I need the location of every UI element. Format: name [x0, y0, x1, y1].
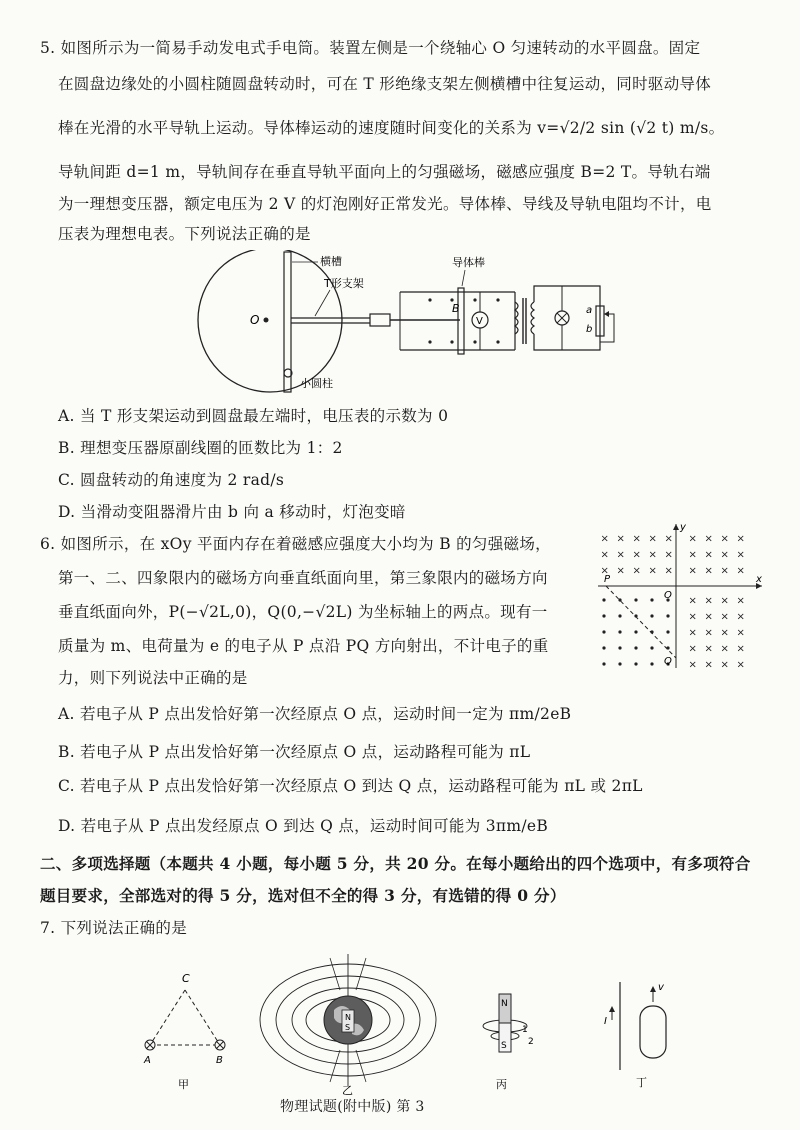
- svg-text:A: A: [144, 1055, 151, 1066]
- disc: [198, 250, 342, 392]
- field-into-page-mark: ×: [704, 533, 713, 545]
- q7-fig-jia: [143, 972, 225, 1091]
- svg-text:S: S: [345, 1023, 351, 1032]
- field-out-of-page-mark: [634, 662, 637, 665]
- q7-figures: [130, 950, 730, 1100]
- q7-fig-bing: [483, 994, 534, 1091]
- field-into-page-mark: ×: [688, 611, 697, 623]
- svg-text:y: y: [680, 522, 686, 533]
- field-into-page-mark: ×: [688, 533, 697, 545]
- field-into-page-mark: ×: [704, 659, 713, 670]
- field-into-page-mark: ×: [616, 565, 625, 577]
- q7-stem: 7. 下列说法正确的是: [40, 919, 188, 937]
- field-into-page-mark: ×: [720, 659, 729, 670]
- field-out-of-page-mark: [618, 662, 621, 665]
- field-out-of-page-mark: [634, 646, 637, 649]
- q5-option-b[interactable]: B. 理想变压器原副线圈的匝数比为 1：2: [58, 439, 343, 457]
- conductor-rod: [458, 288, 464, 354]
- q5-option-a[interactable]: A. 当 T 形支架运动到圆盘最左端时，电压表的示数为 0: [58, 407, 449, 425]
- field-into-page-mark: ×: [632, 533, 641, 545]
- field-into-page-mark: ×: [704, 565, 713, 577]
- page-footer: 物理试题(附中版) 第 3: [280, 1099, 425, 1115]
- q6-line-2: 第一、二、四象限内的磁场方向垂直纸面向里，第三象限内的磁场方向: [58, 569, 548, 587]
- field-into-page-mark: ×: [736, 533, 745, 545]
- field-into-page-mark: ×: [600, 565, 609, 577]
- field-into-page-mark: ×: [720, 627, 729, 639]
- svg-text:1: 1: [522, 1025, 528, 1035]
- q5-line-2: 在圆盘边缘处的小圆柱随圆盘转动时，可在 T 形绝缘支架左侧横槽中往复运动，同时驱动导体: [58, 75, 712, 93]
- svg-text:v: v: [658, 982, 664, 993]
- field-out-of-page-mark: [618, 646, 621, 649]
- field-out-of-page-mark: [634, 598, 637, 601]
- q5-line-4: 导轨间距 d=1 m，导轨间存在垂直导轨平面向上的匀强磁场，磁感应强度 B=2 T。导轨右端: [58, 163, 711, 181]
- field-into-page-mark: ×: [600, 533, 609, 545]
- disc-center-dot: [264, 318, 269, 323]
- field-out-of-page-mark: [666, 630, 669, 633]
- field-out-of-page-mark: [602, 614, 605, 617]
- center-label: O: [250, 313, 260, 327]
- svg-text:甲: 甲: [178, 1078, 189, 1091]
- field-out-of-page-mark: [618, 630, 621, 633]
- svg-text:P: P: [604, 574, 611, 585]
- conducting-loop: [640, 1006, 666, 1058]
- section-2-line-1: 二、多项选择题（本题共 4 小题，每小题 5 分，共 20 分。在每小题给出的四个选项中，有多项符合: [40, 854, 751, 873]
- field-into-page-mark: ×: [664, 565, 673, 577]
- field-into-page-mark: ×: [720, 611, 729, 623]
- field-into-page-mark: ×: [648, 549, 657, 561]
- svg-text:B: B: [452, 302, 460, 315]
- q5-line-5: 为一理想变压器，额定电压为 2 V 的灯泡刚好正常发光。导体棒、导线及导轨电阻均不计，电: [58, 195, 712, 213]
- q6-option-c[interactable]: C. 若电子从 P 点出发恰好第一次经原点 O 到达 Q 点，运动路程可能为 πL 或 2πL: [58, 777, 643, 795]
- svg-text:I: I: [604, 1016, 607, 1027]
- field-out-of-page-mark: [602, 598, 605, 601]
- field-out-of-page-mark: [634, 630, 637, 633]
- q6-field-figure: [596, 520, 768, 670]
- field-into-page-mark: ×: [688, 643, 697, 655]
- q5-line-6: 压表为理想电表。下列说法正确的是: [58, 225, 311, 243]
- q5-line-1: 5. 如图所示为一简易手动发电式手电筒。装置左侧是一个绕轴心 O 匀速转动的水平圆盘。固定: [40, 39, 701, 57]
- svg-text:B: B: [216, 1055, 223, 1066]
- rod-label: 导体棒: [452, 256, 485, 269]
- field-into-page-mark: ×: [648, 565, 657, 577]
- svg-text:O: O: [664, 590, 672, 601]
- field-into-page-mark: ×: [704, 549, 713, 561]
- svg-text:x: x: [756, 574, 762, 585]
- svg-text:C: C: [182, 972, 190, 985]
- field-into-page-mark: ×: [704, 611, 713, 623]
- svg-text:a: a: [586, 305, 593, 316]
- field-into-page-mark: ×: [720, 549, 729, 561]
- field-out-of-page-mark: [650, 598, 653, 601]
- field-into-page-mark: ×: [736, 659, 745, 670]
- q7-fig-ding: [604, 982, 666, 1089]
- q6-option-a[interactable]: A. 若电子从 P 点出发恰好第一次经原点 O 点，运动时间一定为 πm/2eB: [58, 705, 572, 723]
- svg-text:N: N: [345, 1013, 351, 1022]
- field-out-of-page-mark: [650, 614, 653, 617]
- field-into-page-mark: ×: [600, 549, 609, 561]
- field-into-page-mark: ×: [632, 565, 641, 577]
- svg-text:S: S: [501, 1041, 507, 1051]
- field-out-of-page-mark: [666, 614, 669, 617]
- q5-generator-figure: [190, 250, 630, 400]
- field-into-page-mark: ×: [616, 549, 625, 561]
- q5-option-c[interactable]: C. 圆盘转动的角速度为 2 rad/s: [58, 471, 285, 489]
- field-into-page-mark: ×: [736, 549, 745, 561]
- field-into-page-mark: ×: [688, 595, 697, 607]
- field-into-page-mark: ×: [664, 533, 673, 545]
- field-into-page-mark: ×: [632, 549, 641, 561]
- field-into-page-mark: ×: [688, 549, 697, 561]
- field-into-page-mark: ×: [736, 595, 745, 607]
- q6-line-4: 质量为 m、电荷量为 e 的电子从 P 点沿 PQ 方向射出，不计电子的重: [58, 637, 549, 655]
- field-into-page-mark: ×: [720, 533, 729, 545]
- q6-option-d[interactable]: D. 若电子从 P 点出发经原点 O 到达 Q 点，运动时间可能为 3πm/eB: [58, 817, 549, 835]
- field-into-page-mark: ×: [736, 565, 745, 577]
- field-into-page-mark: ×: [704, 643, 713, 655]
- slot-label: 横槽: [320, 255, 342, 268]
- field-out-of-page-mark: [602, 646, 605, 649]
- field-into-page-mark: ×: [720, 643, 729, 655]
- field-into-page-mark: ×: [688, 659, 697, 670]
- field-out-of-page-mark: [650, 662, 653, 665]
- q7-fig-yi: [260, 954, 436, 1097]
- field-into-page-mark: ×: [688, 565, 697, 577]
- field-into-page-mark: ×: [736, 643, 745, 655]
- field-into-page-mark: ×: [616, 533, 625, 545]
- field-into-page-mark: ×: [720, 595, 729, 607]
- field-out-of-page-mark: [602, 630, 605, 633]
- field-into-page-mark: ×: [704, 627, 713, 639]
- field-into-page-mark: ×: [720, 565, 729, 577]
- pin-label: 小圆柱: [300, 377, 333, 390]
- svg-text:N: N: [501, 999, 508, 1009]
- field-into-page-mark: ×: [648, 533, 657, 545]
- field-out-of-page-mark: [650, 646, 653, 649]
- field-into-page-mark: ×: [704, 595, 713, 607]
- svg-text:V: V: [476, 316, 483, 327]
- q6-line-5: 力，则下列说法中正确的是: [58, 669, 248, 687]
- field-out-of-page-mark: [602, 662, 605, 665]
- field-out-of-page-mark: [618, 614, 621, 617]
- field-into-page-mark: ×: [664, 549, 673, 561]
- svg-text:b: b: [586, 324, 593, 335]
- svg-text:2: 2: [528, 1037, 534, 1047]
- field-into-page-mark: ×: [736, 611, 745, 623]
- q6-option-b[interactable]: B. 若电子从 P 点出发恰好第一次经原点 O 点，运动路程可能为 πL: [58, 743, 531, 761]
- q6-line-1: 6. 如图所示，在 xOy 平面内存在着磁感应强度大小均为 B 的匀强磁场，: [40, 535, 551, 553]
- svg-text:丁: 丁: [636, 1076, 647, 1089]
- field-into-page-mark: ×: [736, 627, 745, 639]
- svg-text:Q: Q: [664, 656, 672, 667]
- svg-text:丙: 丙: [496, 1078, 507, 1091]
- field-into-page-mark: ×: [688, 627, 697, 639]
- section-2-line-2: 题目要求，全部选对的得 5 分，选对但不全的得 3 分，有选错的得 0 分）: [40, 886, 566, 905]
- svg-text:乙: 乙: [342, 1084, 353, 1097]
- q5-line-3: 棒在光滑的水平导轨上运动。导体棒运动的速度随时间变化的关系为 v=√2/2 sin (√2 t) m/s。: [58, 119, 725, 137]
- q5-option-d[interactable]: D. 当滑动变阻器滑片由 b 向 a 移动时，灯泡变暗: [58, 503, 406, 521]
- q6-line-3: 垂直纸面向外，P(−√2L,0)，Q(0,−√2L) 为坐标轴上的两点。现有一: [58, 603, 548, 621]
- bracket-label: T形支架: [324, 277, 364, 290]
